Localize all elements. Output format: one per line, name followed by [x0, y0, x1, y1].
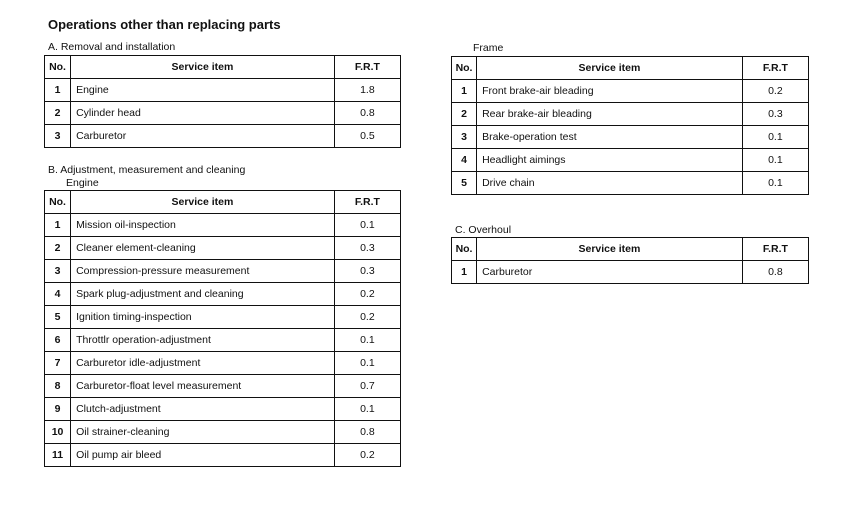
service-item: Engine: [71, 79, 335, 102]
row-number: 1: [45, 79, 71, 102]
frt-value: 1.8: [334, 79, 400, 102]
row-number: 6: [45, 329, 71, 352]
service-item: Ignition timing-inspection: [71, 306, 335, 329]
row-number: 1: [452, 261, 477, 284]
service-item: Cylinder head: [71, 102, 335, 125]
frt-value: 0.3: [742, 103, 808, 126]
row-number: 1: [452, 80, 477, 103]
table-header-row: [45, 56, 401, 79]
col-no-header: No.: [45, 191, 71, 214]
service-item: Drive chain: [477, 172, 743, 195]
frt-value: 0.8: [334, 421, 400, 444]
row-number: 2: [45, 237, 71, 260]
table-row: [45, 102, 401, 125]
table-row: [45, 125, 401, 148]
removal-table: [44, 55, 401, 148]
row-number: 9: [45, 398, 71, 421]
section-c-caption: C. Overhoul: [455, 224, 512, 236]
table-row: [452, 126, 809, 149]
service-item: Spark plug-adjustment and cleaning: [71, 283, 335, 306]
row-number: 11: [45, 444, 71, 467]
col-no-header: No.: [452, 238, 477, 261]
frt-value: 0.8: [334, 102, 400, 125]
table-row: [452, 103, 809, 126]
row-number: 7: [45, 352, 71, 375]
service-item: Carburetor: [477, 261, 743, 284]
table-row: [45, 398, 401, 421]
table-row: [45, 237, 401, 260]
frt-value: 0.3: [334, 237, 400, 260]
service-item: Carburetor-float level measurement: [71, 375, 335, 398]
service-item: Oil pump air bleed: [71, 444, 335, 467]
frame-caption: Frame: [473, 42, 504, 54]
engine-table: [44, 190, 401, 467]
table-header-row: [45, 191, 401, 214]
frame-table: [451, 56, 809, 195]
col-item-header: Service item: [477, 57, 743, 80]
frt-value: 0.2: [334, 283, 400, 306]
frt-value: 0.8: [742, 261, 808, 284]
table-row: [452, 80, 809, 103]
service-item: Brake-operation test: [477, 126, 743, 149]
overhaul-table: [451, 237, 809, 284]
frt-value: 0.2: [742, 80, 808, 103]
table-row: [45, 329, 401, 352]
row-number: 4: [452, 149, 477, 172]
table-row: [45, 352, 401, 375]
frt-value: 0.1: [742, 126, 808, 149]
row-number: 10: [45, 421, 71, 444]
frt-value: 0.7: [334, 375, 400, 398]
table-row: [45, 260, 401, 283]
col-frt-header: F.R.T: [334, 191, 400, 214]
service-item: Front brake-air bleading: [477, 80, 743, 103]
col-frt-header: F.R.T: [742, 238, 808, 261]
service-item: Carburetor idle-adjustment: [71, 352, 335, 375]
col-item-header: Service item: [71, 191, 335, 214]
col-item-header: Service item: [71, 56, 335, 79]
row-number: 5: [452, 172, 477, 195]
col-no-header: No.: [45, 56, 71, 79]
row-number: 3: [452, 126, 477, 149]
col-item-header: Service item: [477, 238, 743, 261]
table-row: [452, 261, 809, 284]
col-frt-header: F.R.T: [334, 56, 400, 79]
row-number: 8: [45, 375, 71, 398]
table-row: [452, 149, 809, 172]
table-row: [45, 421, 401, 444]
service-item: Rear brake-air bleading: [477, 103, 743, 126]
table-row: [45, 306, 401, 329]
frt-value: 0.1: [742, 172, 808, 195]
frt-value: 0.1: [742, 149, 808, 172]
service-item: Cleaner element-cleaning: [71, 237, 335, 260]
row-number: 3: [45, 260, 71, 283]
row-number: 2: [45, 102, 71, 125]
frt-value: 0.5: [334, 125, 400, 148]
table-row: [45, 444, 401, 467]
frt-value: 0.3: [334, 260, 400, 283]
section-b-subcaption: Engine: [66, 177, 99, 189]
table-row: [45, 283, 401, 306]
frt-value: 0.1: [334, 398, 400, 421]
table-row: [452, 172, 809, 195]
row-number: 2: [452, 103, 477, 126]
table-header-row: [452, 57, 809, 80]
table-row: [45, 214, 401, 237]
row-number: 1: [45, 214, 71, 237]
frt-value: 0.1: [334, 352, 400, 375]
table-header-row: [452, 238, 809, 261]
row-number: 4: [45, 283, 71, 306]
page-title: Operations other than replacing parts: [48, 17, 281, 32]
col-no-header: No.: [452, 57, 477, 80]
service-item: Compression-pressure measurement: [71, 260, 335, 283]
service-item: Oil strainer-cleaning: [71, 421, 335, 444]
row-number: 5: [45, 306, 71, 329]
section-a-caption: A. Removal and installation: [48, 41, 176, 53]
service-item: Headlight aimings: [477, 149, 743, 172]
col-frt-header: F.R.T: [742, 57, 808, 80]
service-item: Clutch-adjustment: [71, 398, 335, 421]
row-number: 3: [45, 125, 71, 148]
table-row: [45, 79, 401, 102]
service-item: Throttlr operation-adjustment: [71, 329, 335, 352]
table-row: [45, 375, 401, 398]
service-item: Carburetor: [71, 125, 335, 148]
frt-value: 0.2: [334, 444, 400, 467]
frt-value: 0.2: [334, 306, 400, 329]
frt-value: 0.1: [334, 329, 400, 352]
frt-value: 0.1: [334, 214, 400, 237]
service-item: Mission oil-inspection: [71, 214, 335, 237]
section-b-caption: B. Adjustment, measurement and cleaning: [48, 164, 246, 176]
